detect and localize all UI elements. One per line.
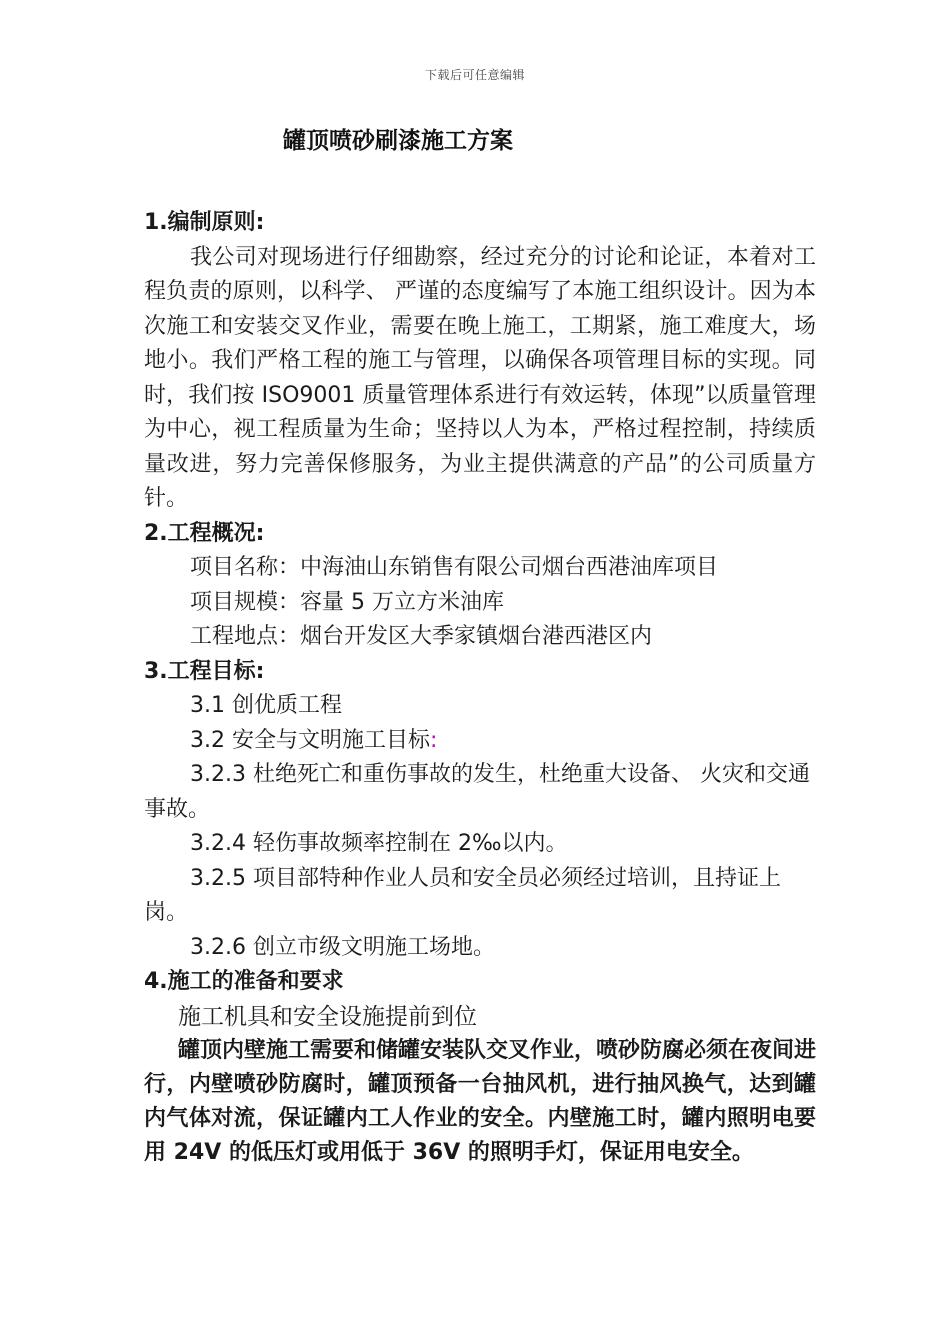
goal-3-1: 3.1 创优质工程	[190, 693, 342, 718]
goal-3-2-3: 3.2.3 杜绝死亡和重伤事故的发生，杜绝重大设备、 火灾和交通事故。	[144, 762, 810, 822]
section-1-heading: 1.编制原则:	[144, 210, 265, 235]
goal-3-2-colon: :	[429, 727, 438, 753]
goal-3-2-6: 3.2.6 创立市级文明施工场地。	[190, 934, 495, 960]
project-name-line: 项目名称：中海油山东销售有限公司烟台西港油库项目	[190, 555, 719, 580]
goal-3-2-5: 3.2.5 项目部特种作业人员和安全员必须经过培训，且持证上岗。	[144, 865, 781, 925]
section-4-subheading: 施工机具和安全设施提前到位	[178, 1003, 477, 1030]
document-title: 罐顶喷砂刷漆施工方案	[283, 128, 513, 154]
section-3-heading: 3.工程目标:	[144, 658, 265, 684]
document-body	[144, 206, 816, 1170]
goal-3-2-4: 3.2.4 轻伤事故频率控制在 2‰以内。	[190, 831, 568, 856]
goal-3-2-text: 3.2 安全与文明施工目标	[190, 727, 430, 753]
project-location-line: 工程地点：烟台开发区大季家镇烟台港西港区内	[190, 624, 653, 649]
goal-3-2	[144, 724, 816, 759]
section-4-heading: 4.施工的准备和要求	[144, 969, 344, 994]
section-4-paragraph: 罐顶内壁施工需要和储罐安装队交叉作业，喷砂防腐必须在夜间进行，内壁喷砂防腐时，罐顶预备一台抽风机，进行抽风换气，达到罐内气体对流，保证罐内工人作业的安全。内壁施工时，罐内照明电要用 24V 的低压灯或用低于 36V 的照明手灯，保证用电安全。	[144, 1038, 817, 1165]
section-1-paragraph: 我公司对现场进行仔细勘察，经过充分的讨论和论证，本着对工程负责的原则，以科学、 严谨的态度编写了本施工组织设计。因为本次施工和安装交叉作业，需要在晚上施工，工期紧，施工难度大，场地小。我们严格工程的施工与管理，以确保各项管理目标的实现。同时，我们按 ISO9001 质量管理体系进行有效运转，体现”以质量管理为中心，视工程质量为生命；坚持以人为本，严格过程控制，持续质量改进，努力完善保修服务，为业主提供满意的产品”的公司质量方针。	[144, 244, 816, 511]
download-note: 下载后可任意编辑	[424, 68, 525, 82]
section-2-heading: 2.工程概况:	[144, 520, 265, 546]
project-scale-line: 项目规模：容量 5 万立方米油库	[190, 589, 504, 615]
